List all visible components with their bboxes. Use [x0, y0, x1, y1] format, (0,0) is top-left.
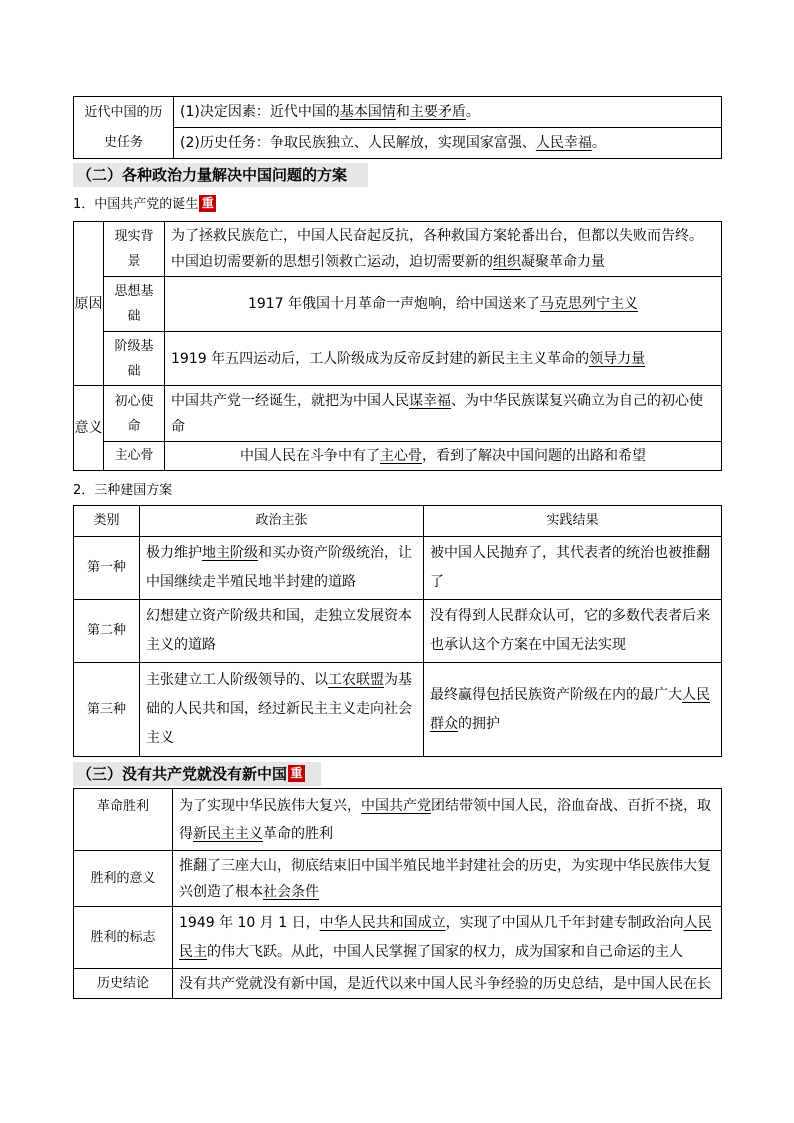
plan-category: 第一种: [74, 537, 140, 600]
historical-conclusion-cell: 没有共产党就没有新中国，是近代以来中国人民斗争经验的历史总结，是中国人民在长: [173, 969, 722, 999]
plan-result: 没有得到人民群众认可，它的多数代表者后来也承认这个方案在中国无法实现: [424, 600, 722, 663]
victory-sign-label: 胜利的标志: [74, 907, 173, 969]
victory-cell: 为了实现中华民族伟大复兴，中国共产党团结带领中国人民，浴血奋战、百折不挠，取得新民主主义革命的胜利: [173, 789, 722, 851]
historical-task-cell: (2)历史任务：争取民族独立、人民解放，实现国家富强、人民幸福。: [174, 128, 722, 159]
decisive-factor-cell: (1)决定因素：近代中国的基本国情和主要矛盾。: [174, 97, 722, 128]
header-claim: 政治主张: [140, 506, 424, 537]
original-mission-cell: 中国共产党一经诞生，就把为中国人民谋幸福、为中华民族谋复兴确立为自己的初心使命: [165, 386, 722, 442]
plan-claim: 极力维护地主阶级和买办资产阶级统治，让中国继续走半殖民地半封建的道路: [140, 537, 424, 600]
class-basis-label: 阶级基础: [104, 332, 165, 386]
header-result: 实践结果: [424, 506, 722, 537]
heading-three-plans: 2．三种建国方案: [73, 483, 173, 498]
reality-background-label: 现实背景: [104, 222, 165, 277]
significance-cell: 推翻了三座大山，彻底结束旧中国半殖民地半封建社会的历史，为实现中华民族伟大复兴创造了根本社会条件: [173, 851, 722, 907]
significance-label: 胜利的意义: [74, 851, 173, 907]
plan-claim: 主张建立工人阶级领导的、以工农联盟为基础的人民共和国，经过新民主主义走向社会主义: [140, 663, 424, 757]
historical-conclusion-label: 历史结论: [74, 969, 173, 999]
section-title-2: （二）各种政治力量解决中国问题的方案: [73, 163, 368, 187]
ideological-basis-label: 思想基础: [104, 277, 165, 332]
key-point-badge: 重: [199, 195, 216, 212]
heading-party-birth: 1．中国共产党的诞生 重: [73, 195, 216, 215]
victory-table: [73, 788, 722, 999]
key-point-badge: 重: [288, 765, 305, 782]
plan-category: 第三种: [74, 663, 140, 757]
row-label: 近代中国的历史任务: [74, 97, 174, 159]
victory-label: 革命胜利: [74, 789, 173, 851]
section-title-3: （三）没有共产党就没有新中国 重: [73, 762, 321, 786]
reality-background-cell: 为了拯救民族危亡，中国人民奋起反抗，各种救国方案轮番出台，但都以失败而告终。 中国迫切需要新的思想引领救亡运动，迫切需要新的组织凝聚革命力量: [165, 222, 722, 277]
three-plans-table: [73, 505, 722, 757]
header-category: 类别: [74, 506, 140, 537]
victory-sign-cell: 1949 年 10 月 1 日，中华人民共和国成立，实现了中国从几千年封建专制政治向人民民主的伟大飞跃。从此，中国人民掌握了国家的权力，成为国家和自己命运的主人: [173, 907, 722, 969]
historical-task-table: [73, 96, 722, 159]
plan-result: 被中国人民抛弃了，其代表者的统治也被推翻了: [424, 537, 722, 600]
party-birth-table: [73, 221, 722, 471]
plan-result: 最终赢得包括民族资产阶级在内的最广大人民群众的拥护: [424, 663, 722, 757]
backbone-label: 主心骨: [104, 442, 165, 471]
backbone-cell: 中国人民在斗争中有了主心骨，看到了解决中国问题的出路和希望: [165, 442, 722, 471]
cause-label: 原因: [74, 222, 104, 386]
plan-claim: 幻想建立资产阶级共和国，走独立发展资本主义的道路: [140, 600, 424, 663]
plan-category: 第二种: [74, 600, 140, 663]
class-basis-cell: 1919 年五四运动后，工人阶级成为反帝反封建的新民主主义革命的领导力量: [165, 332, 722, 386]
ideological-basis-cell: 1917 年俄国十月革命一声炮响，给中国送来了马克思列宁主义: [165, 277, 722, 332]
meaning-label: 意义: [74, 386, 104, 471]
original-mission-label: 初心使命: [104, 386, 165, 442]
